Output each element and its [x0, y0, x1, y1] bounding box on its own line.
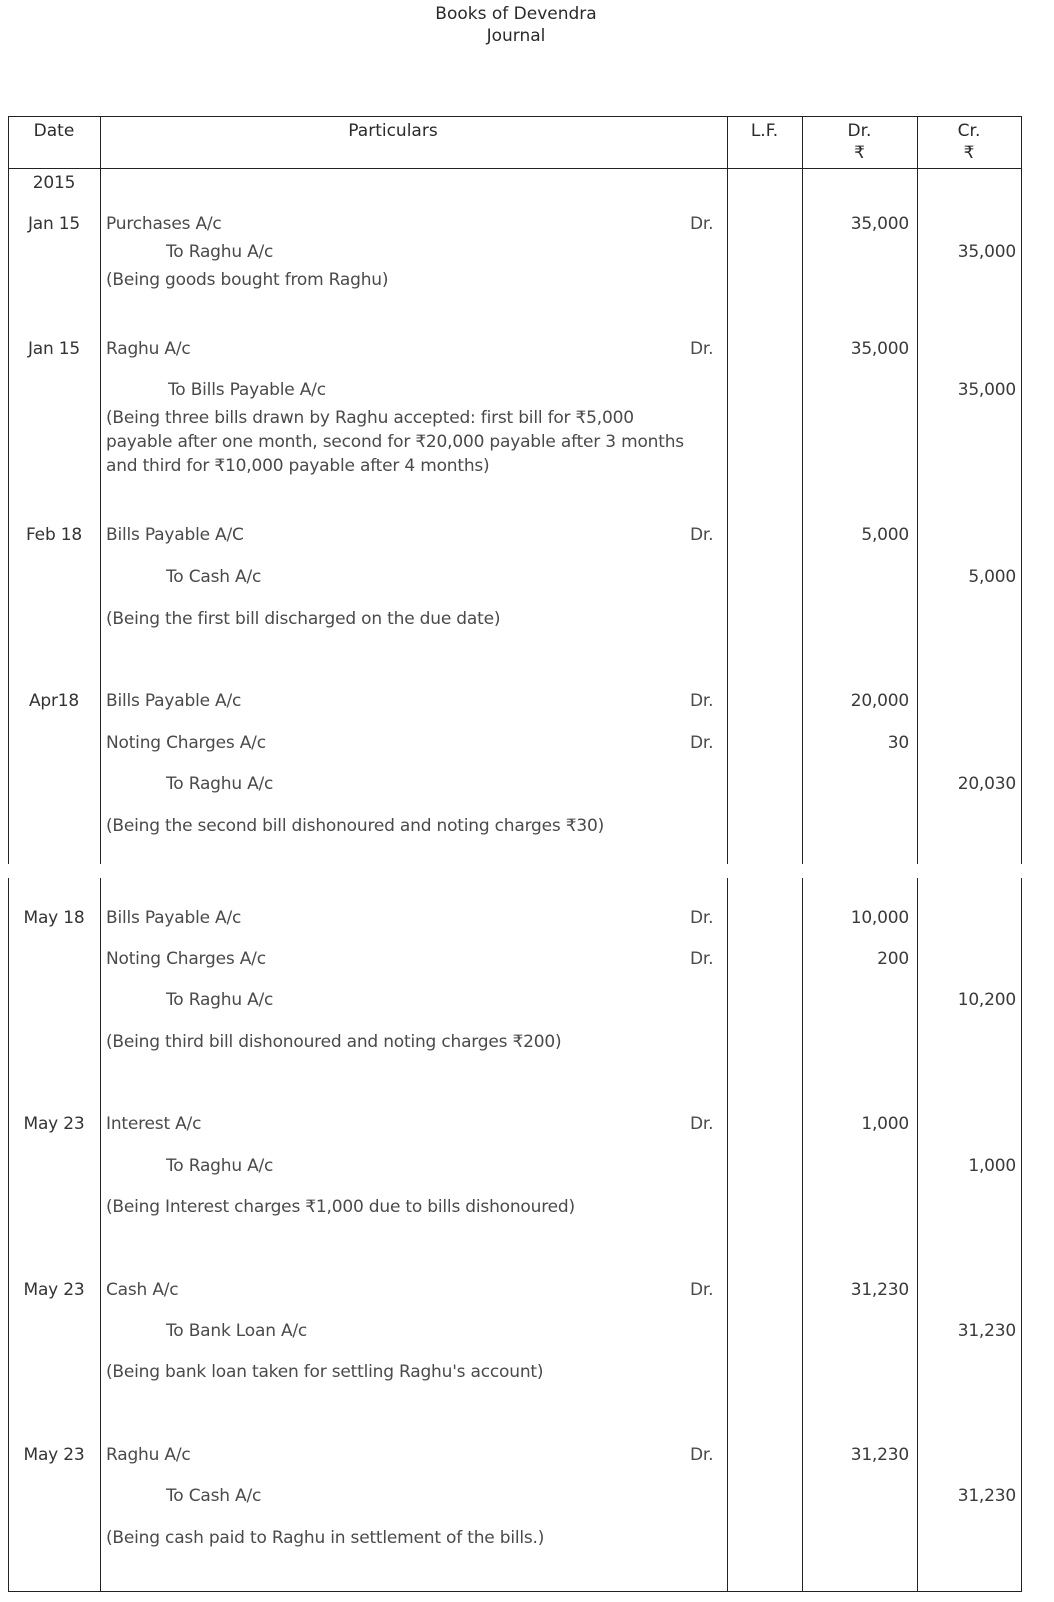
header-date: Date [33, 121, 75, 141]
debit-account: Raghu A/c [106, 339, 191, 359]
header-dr: Dr. [847, 121, 872, 141]
dr-marker: Dr. [690, 691, 714, 711]
narration: (Being the first bill discharged on the due date) [106, 609, 501, 629]
header-bottom-border [8, 168, 1022, 169]
entry-date: Jan 15 [27, 214, 81, 234]
credit-amount: 31,230 [957, 1321, 1016, 1341]
credit-amount: 20,030 [957, 774, 1016, 794]
credit-account: To Bank Loan A/c [166, 1321, 308, 1341]
dr-marker: Dr. [690, 1114, 714, 1134]
debit-account: Bills Payable A/c [106, 691, 242, 711]
credit-account: To Raghu A/c [166, 1156, 274, 1176]
narration: and third for ₹10,000 payable after 4 months) [106, 456, 490, 476]
dr-marker: Dr. [690, 339, 714, 359]
credit-amount: 10,200 [957, 990, 1016, 1010]
narration: (Being cash paid to Raghu in settlement of the bills.) [106, 1528, 545, 1548]
debit-amount: 1,000 [861, 1114, 909, 1134]
table-top-border [8, 116, 1022, 117]
debit-account: Bills Payable A/c [106, 908, 242, 928]
debit-amount: 31,230 [850, 1280, 909, 1300]
debit-account: Noting Charges A/c [106, 733, 266, 753]
debit-account: Cash A/c [106, 1280, 179, 1300]
narration: (Being three bills drawn by Raghu accepted: first bill for ₹5,000 [106, 408, 634, 428]
dr-marker: Dr. [690, 525, 714, 545]
narration: (Being goods bought from Raghu) [106, 270, 389, 290]
border-right-upper [1021, 116, 1022, 864]
credit-account: To Raghu A/c [166, 242, 274, 262]
credit-amount: 35,000 [957, 380, 1016, 400]
entry-date: May 23 [23, 1280, 85, 1300]
entry-date: Feb 18 [26, 525, 82, 545]
debit-amount: 30 [887, 733, 909, 753]
divider-dr-lower [917, 878, 918, 1592]
divider-particulars-lower [727, 878, 728, 1592]
debit-amount: 10,000 [850, 908, 909, 928]
narration: payable after one month, second for ₹20,000 payable after 3 months [106, 432, 684, 452]
dr-marker: Dr. [690, 214, 714, 234]
header-cr: Cr. [957, 121, 981, 141]
header-particulars: Particulars [348, 121, 438, 141]
credit-account: To Cash A/c [166, 1486, 262, 1506]
credit-amount: 31,230 [957, 1486, 1016, 1506]
header-dr-currency: ₹ [854, 143, 865, 163]
border-left-lower [8, 878, 9, 1592]
dr-marker: Dr. [690, 733, 714, 753]
debit-amount: 200 [877, 949, 909, 969]
debit-account: Noting Charges A/c [106, 949, 266, 969]
entry-date: Apr18 [28, 691, 80, 711]
dr-marker: Dr. [690, 1445, 714, 1465]
entry-date: Jan 15 [27, 339, 81, 359]
debit-amount: 35,000 [850, 214, 909, 234]
credit-account: To Cash A/c [166, 567, 262, 587]
credit-amount: 35,000 [957, 242, 1016, 262]
dr-marker: Dr. [690, 908, 714, 928]
debit-account: Purchases A/c [106, 214, 222, 234]
narration: (Being Interest charges ₹1,000 due to bills dishonoured) [106, 1197, 575, 1217]
credit-account: To Raghu A/c [166, 990, 274, 1010]
entry-date: May 23 [23, 1445, 85, 1465]
table-bottom-border [8, 1591, 1022, 1592]
credit-amount: 5,000 [968, 567, 1016, 587]
header-cr-currency: ₹ [963, 143, 975, 163]
entry-date: May 18 [23, 908, 85, 928]
debit-amount: 20,000 [850, 691, 909, 711]
debit-amount: 35,000 [850, 339, 909, 359]
dr-marker: Dr. [690, 1280, 714, 1300]
document-title: Books of Devendra [435, 4, 597, 24]
entry-date: May 23 [23, 1114, 85, 1134]
header-lf: L.F. [750, 121, 779, 141]
divider-particulars-upper [727, 116, 728, 864]
dr-marker: Dr. [690, 949, 714, 969]
divider-date-lower [100, 878, 101, 1592]
debit-account: Bills Payable A/C [106, 525, 244, 545]
divider-date-upper [100, 116, 101, 864]
divider-dr-upper [917, 116, 918, 864]
narration: (Being the second bill dishonoured and noting charges ₹30) [106, 816, 605, 836]
narration: (Being third bill dishonoured and noting charges ₹200) [106, 1032, 562, 1052]
year-label: 2015 [32, 173, 76, 193]
debit-account: Interest A/c [106, 1114, 202, 1134]
document-subtitle: Journal [486, 26, 546, 46]
debit-amount: 5,000 [861, 525, 909, 545]
narration: (Being bank loan taken for settling Raghu's account) [106, 1362, 544, 1382]
debit-amount: 31,230 [850, 1445, 909, 1465]
credit-account: To Bills Payable A/c [168, 380, 326, 400]
credit-account: To Raghu A/c [166, 774, 274, 794]
credit-amount: 1,000 [968, 1156, 1016, 1176]
debit-account: Raghu A/c [106, 1445, 191, 1465]
border-right-lower [1021, 878, 1022, 1592]
divider-lf-lower [802, 878, 803, 1592]
